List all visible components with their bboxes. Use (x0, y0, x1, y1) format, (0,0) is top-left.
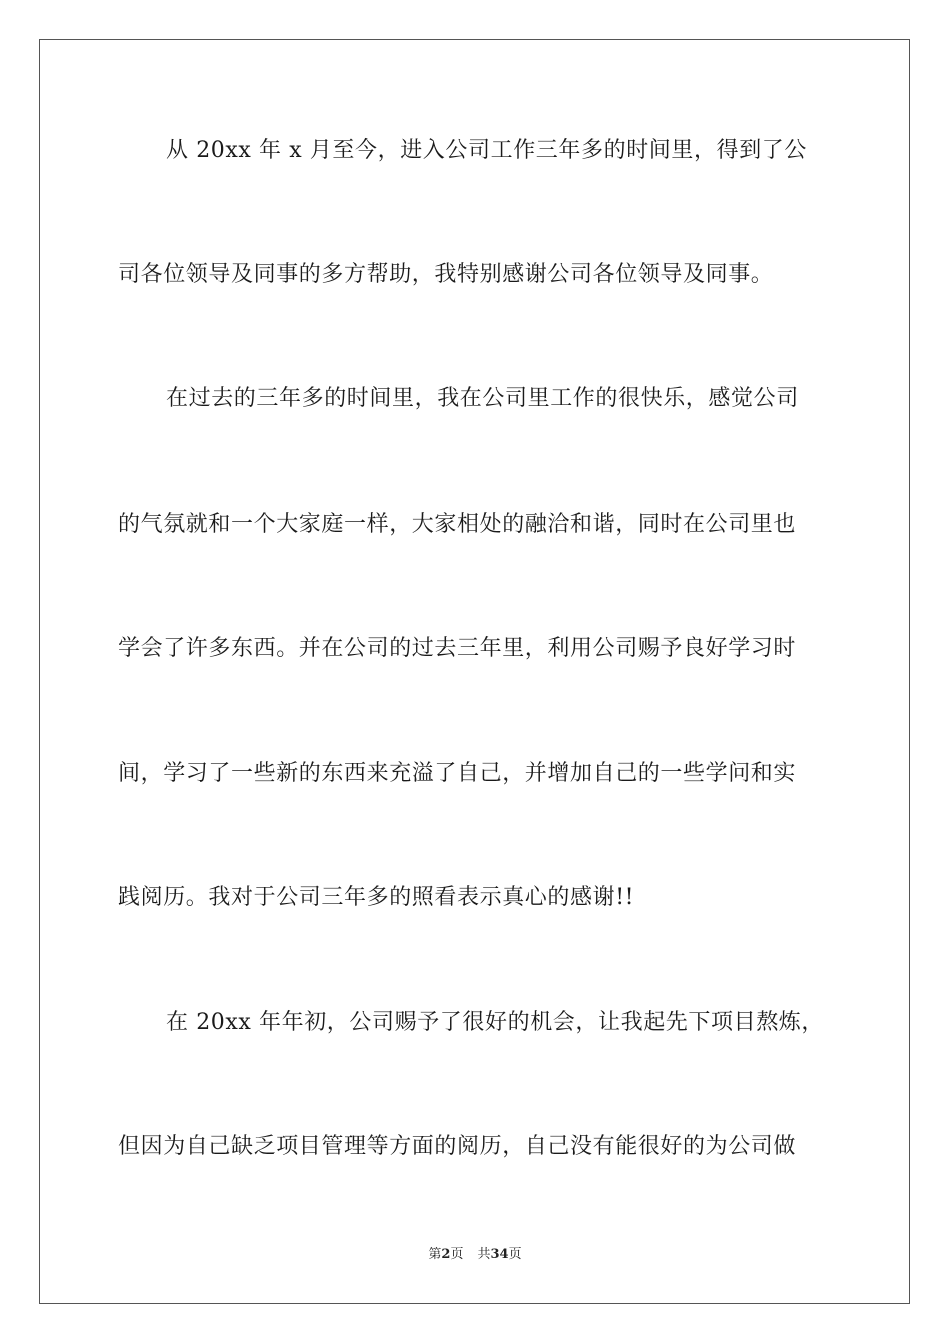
page-suffix: 页 (450, 1247, 464, 1262)
paragraph-line: 但因为自己缺乏项目管理等方面的阅历，自己没有能很好的为公司做 (118, 1134, 797, 1159)
page-footer (0, 1246, 950, 1264)
page-number: 2 (441, 1247, 451, 1262)
paragraph-line: 司各位领导及同事的多方帮助，我特别感谢公司各位领导及同事。 (118, 262, 774, 287)
total-suffix: 页 (508, 1247, 522, 1262)
paragraph-line: 在 20xx 年年初，公司赐予了很好的机会，让我起先下项目熬炼， (166, 1010, 824, 1035)
paragraph-line: 的气氛就和一个大家庭一样，大家相处的融洽和谐，同时在公司里也 (118, 512, 797, 537)
paragraph-line: 学会了许多东西。并在公司的过去三年里，利用公司赐予良好学习时 (118, 636, 797, 661)
page-prefix: 第 (428, 1247, 442, 1262)
paragraph-line: 从 20xx 年 x 月至今，进入公司工作三年多的时间里，得到了公 (166, 138, 807, 163)
paragraph-line: 在过去的三年多的时间里，我在公司里工作的很快乐，感觉公司 (166, 386, 799, 411)
page-border (39, 39, 910, 1304)
page-total: 34 (490, 1247, 509, 1262)
paragraph-line: 间，学习了一些新的东西来充溢了自己，并增加自己的一些学问和实 (118, 761, 797, 786)
paragraph-line: 践阅历。我对于公司三年多的照看表示真心的感谢!! (118, 885, 635, 910)
total-prefix: 共 (477, 1247, 491, 1262)
